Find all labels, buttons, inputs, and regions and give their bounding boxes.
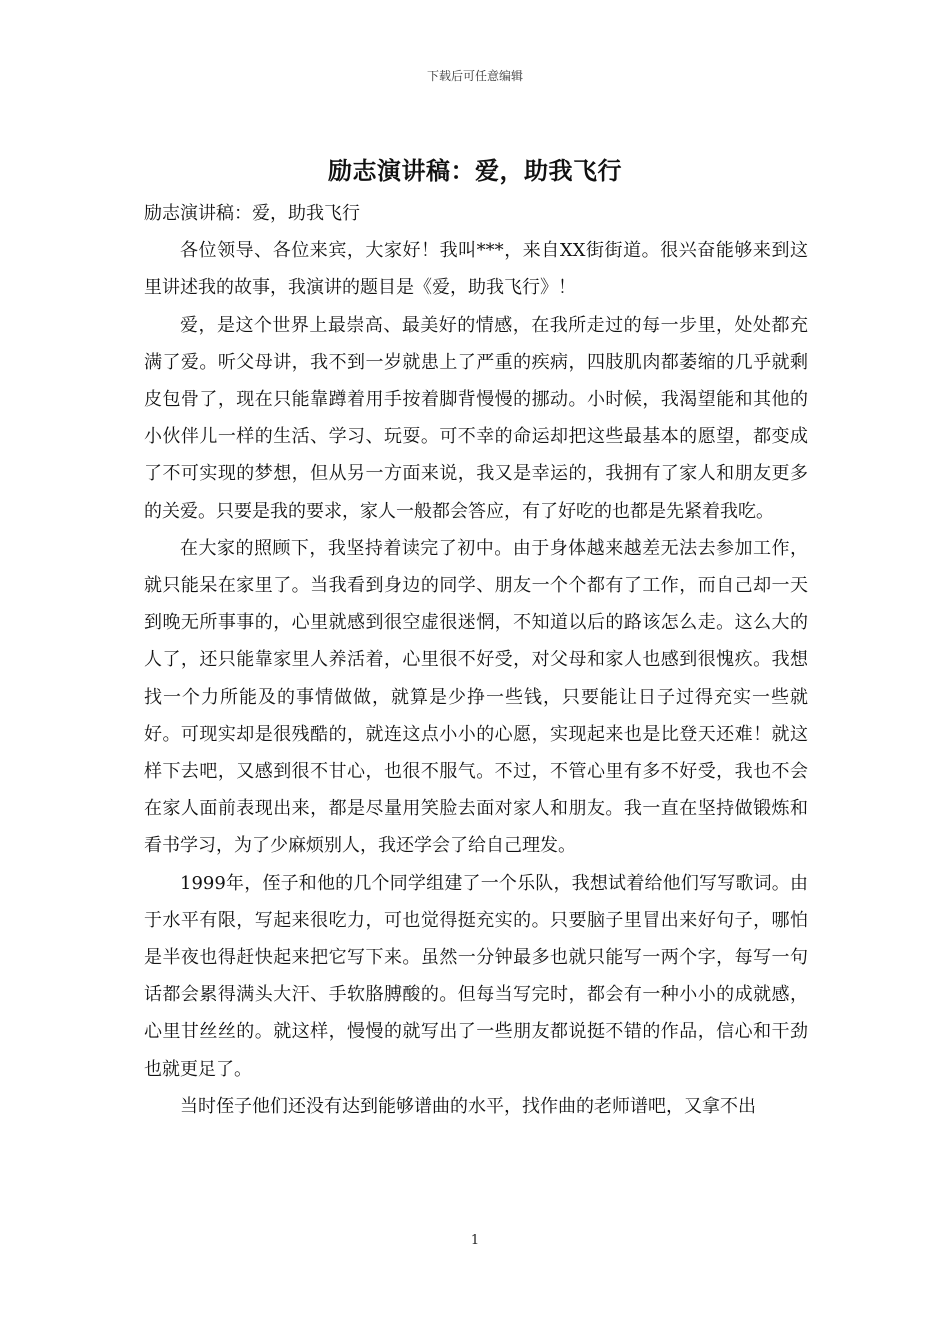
paragraph-3: 在大家的照顾下，我坚持着读完了初中。由于身体越来越差无法去参加工作，就只能呆在家里了。当我看到身边的同学、朋友一个个都有了工作，而自己却一天到晚无所事事的，心里就感到很空虚很迷惘，不知道以后的路该怎么走。这么大的人了，还只能靠家里人养活着，心里很不好受，对父母和家人也感到很愧疚。我想找一个力所能及的事情做做，就算是少挣一些钱，只要能让日子过得充实一些就好。可现实却是很残酷的，就连这点小小的心愿，实现起来也是比登天还难！就这样下去吧，又感到很不甘心，也很不服气。不过，不管心里有多不好受，我也不会在家人面前表现出来，都是尽量用笑脸去面对家人和朋友。我一直在坚持做锻炼和看书学习，为了少麻烦别人，我还学会了给自己理发。 <box>144 537 808 857</box>
document-title: 励志演讲稿：爱，助我飞行 <box>328 156 622 185</box>
paragraph-4: 1999年，侄子和他的几个同学组建了一个乐队，我想试着给他们写写歌词。由于水平有限，写起来很吃力，可也觉得挺充实的。只要脑子里冒出来好句子，哪怕是半夜也得赶快起来把它写下来。虽然一分钟最多也就只能写一两个字，每写一句话都会累得满头大汗、手软胳膊酸的。但每当写完时，都会有一种小小的成就感，心里甘丝丝的。就这样，慢慢的就写出了一些朋友都说挺不错的作品，信心和干劲也就更足了。 <box>144 872 808 1080</box>
paragraph-1: 各位领导、各位来宾，大家好！我叫***，来自XX街街道。很兴奋能够来到这里讲述我的故事，我演讲的题目是《爱，助我飞行》！ <box>144 240 808 299</box>
header-note: 下载后可任意编辑 <box>426 69 523 83</box>
paragraph-2: 爱，是这个世界上最崇高、最美好的情感，在我所走过的每一步里，处处都充满了爱。听父母讲，我不到一岁就患上了严重的疾病，四肢肌肉都萎缩的几乎就剩皮包骨了，现在只能靠蹲着用手按着脚背慢慢的挪动。小时候，我渴望能和其他的小伙伴儿一样的生活、学习、玩耍。可不幸的命运却把这些最基本的愿望，都变成了不可实现的梦想，但从另一方面来说，我又是幸运的，我拥有了家人和朋友更多的关爱。只要是我的要求，家人一般都会答应，有了好吃的也都是先紧着我吃。 <box>144 314 808 522</box>
subtitle-line: 励志演讲稿：爱，助我飞行 <box>144 203 360 224</box>
document-body <box>144 195 808 1125</box>
page-number: 1 <box>470 1233 480 1248</box>
paragraph-5: 当时侄子他们还没有达到能够谱曲的水平，找作曲的老师谱吧，又拿不出 <box>180 1095 756 1117</box>
